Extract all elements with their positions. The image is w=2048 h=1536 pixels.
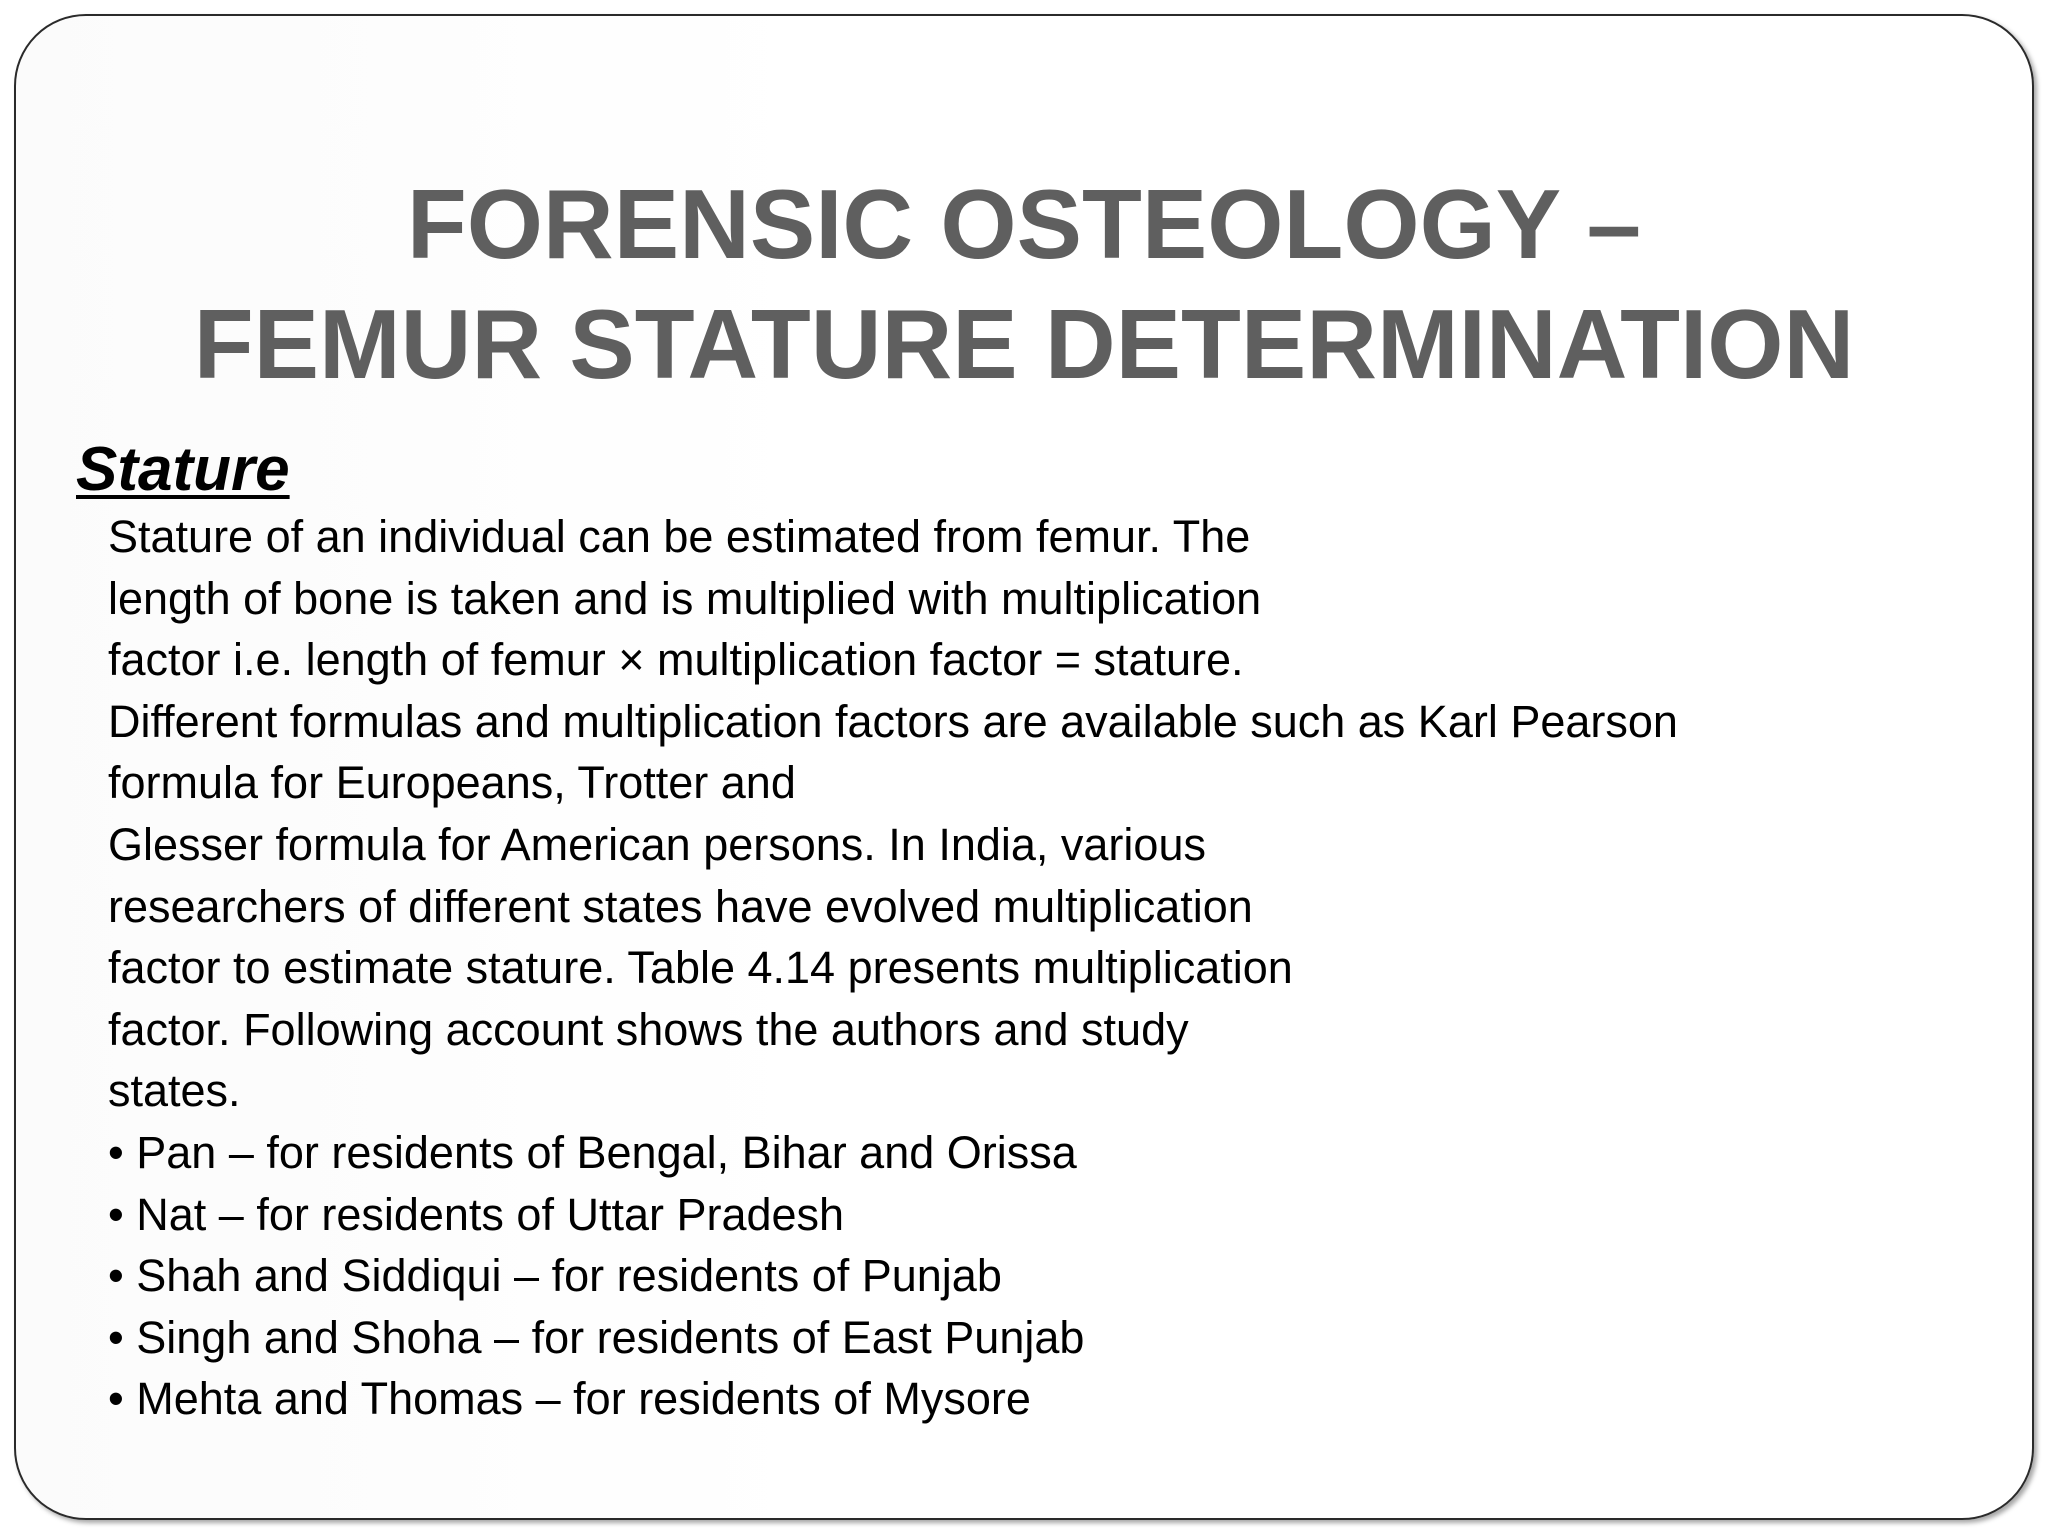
paragraph (108, 506, 2008, 1122)
paragraph-line: Different formulas and multiplication factors are available such as Karl Pearson (108, 695, 1678, 747)
paragraph-line: factor. Following account shows the authors and study (108, 1003, 1189, 1055)
paragraph-line: researchers of different states have evolved multiplication (108, 880, 1253, 932)
slide-title-line-1: FORENSIC OSTEOLOGY – (406, 169, 1642, 279)
paragraph-line: factor to estimate stature. Table 4.14 presents multiplication (108, 942, 1293, 994)
slide-title (16, 164, 2032, 404)
paragraph-line: Stature of an individual can be estimated from femur. The (108, 511, 1251, 562)
bullet-item-mehta-thomas: • Mehta and Thomas – for residents of Mysore (108, 1373, 1031, 1425)
bullet-item-shah-siddiqui: • Shah and Siddiqui – for residents of Punjab (108, 1250, 1002, 1302)
bullet-item-nat: • Nat – for residents of Uttar Pradesh (108, 1188, 845, 1240)
bullet-item-singh-shoha: • Singh and Shoha – for residents of East Punjab (108, 1311, 1085, 1363)
paragraph-line: Glesser formula for American persons. In India, various (108, 818, 1206, 870)
paragraph-line: formula for Europeans, Trotter and (108, 757, 796, 809)
slide-body (108, 506, 2008, 1430)
slide (14, 14, 2034, 1520)
section-heading: Stature (76, 435, 290, 504)
paragraph-line: states. (108, 1065, 241, 1117)
paragraph-line: length of bone is taken and is multiplied with multiplication (108, 572, 1262, 624)
paragraph-line: factor i.e. length of femur × multiplication factor = stature. (108, 634, 1244, 686)
slide-title-line-2: FEMUR STATURE DETERMINATION (193, 289, 1855, 399)
bullet-list (108, 1122, 2008, 1430)
bullet-item-pan: • Pan – for residents of Bengal, Bihar and Orissa (108, 1126, 1077, 1178)
